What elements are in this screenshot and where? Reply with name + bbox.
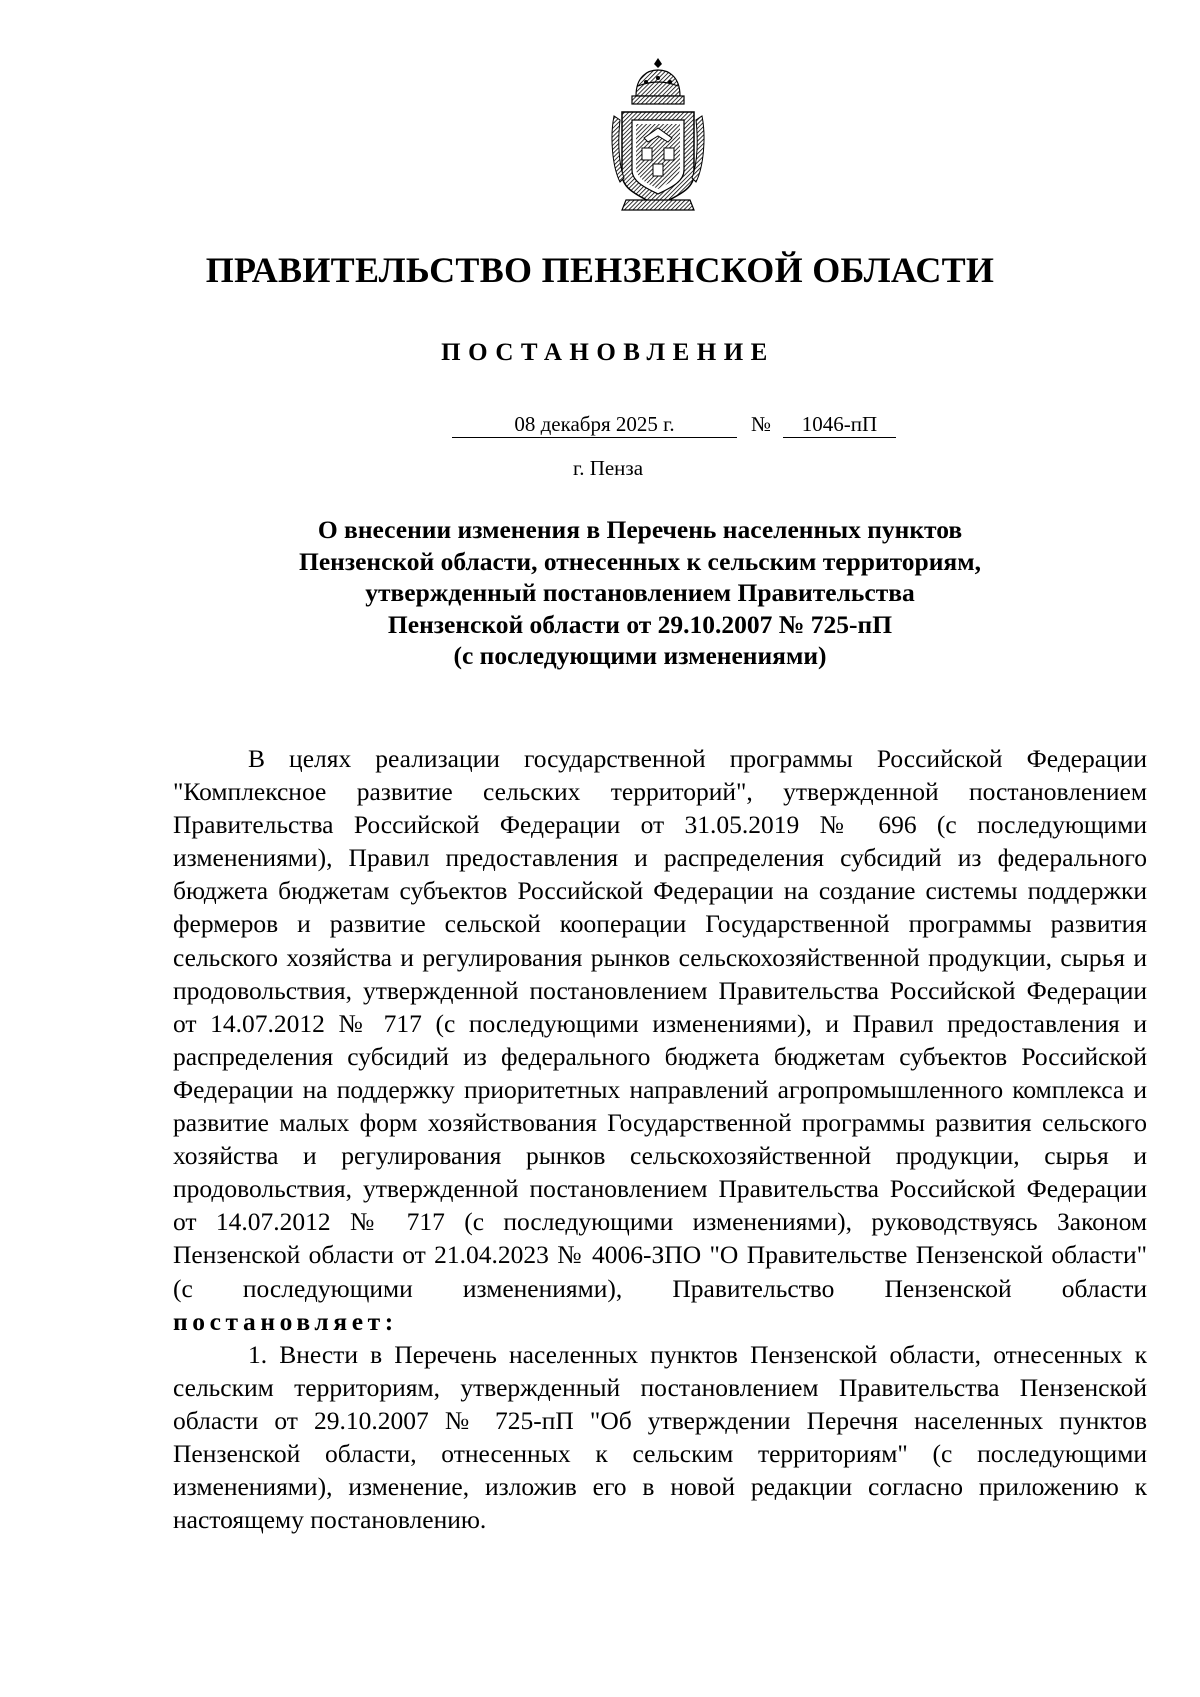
subject-line: Пензенской области, отнесенных к сельским территориям, [299,546,981,576]
preamble-text: В целях реализации государственной программы Российской Федерации "Комплексное развитие сельских территорий", утвержденной постановлением Правительства Российской Федерации от 31.05.2019 № 696 (с последующими изменениями), Правил предоставления и распределения субсидий из федерального бюджета бюджетам субъектов Российской Федерации на создание системы поддержки фермеров и развитие сельской кооперации Государственной программы развития сельского хозяйства и регулирования рынков сельскохозяйственной продукции, сырья и продовольствия, утвержденной постановлением Правительства Российской Федерации от 14.07.2012 № 717 (с последующими изменениями), и Правил предоставления и распределения субсидий из федерального бюджета бюджетам субъектов Российской Федерации на поддержку приоритетных направлений агропромышленного комплекса и развитие малых форм хозяйствования Государственной программы развития сельского хозяйства и регулирования рынков сельскохозяйственной продукции, сырья и продовольствия, утвержденной постановлением Правительства Российской Федерации от 14.07.2012 № 717 (с последующими изменениями), руководствуясь Законом Пензенской области от 21.04.2023 № 4006-ЗПО "О Правительстве Пензенской области" (с последующими изменениями), Правительство Пензенской области [173,744,1147,1303]
document-type: ПОСТАНОВЛЕНИЕ [441,339,775,366]
subject-line: Пензенской области от 29.10.2007 № 725-пП [387,609,893,639]
document-number: 1046-пП [783,411,896,438]
document-subject [160,514,1120,672]
document-body [173,742,1147,1536]
document-date: 08 декабря 2025 г. [452,411,737,438]
subject-line: (с последующими изменениями) [453,641,827,670]
decree-word: постановляет: [173,1306,398,1336]
item-1-paragraph: 1. Внести в Перечень населенных пунктов Пензенской области, отнесенных к сельским территориям, утвержденный постановлением Правительства Пензенской области от 29.10.2007 № 725-пП "Об утверждении Перечня населенных пунктов Пензенской области, отнесенных к сельским территориям" (с последующими изменениями), изменение, изложив его в новой редакции согласно приложению к настоящему постановлению. [173,1339,1147,1535]
organization-title: ПРАВИТЕЛЬСТВО ПЕНЗЕНСКОЙ ОБЛАСТИ [205,250,995,290]
document-city: г. Пенза [572,456,644,480]
preamble-paragraph [173,742,1147,1338]
subject-line: О внесении изменения в Перечень населенных пунктов [317,515,963,544]
subject-line: утвержденный постановлением Правительства [365,578,915,607]
number-sign: № [750,412,772,436]
coat-of-arms-icon [608,56,708,214]
